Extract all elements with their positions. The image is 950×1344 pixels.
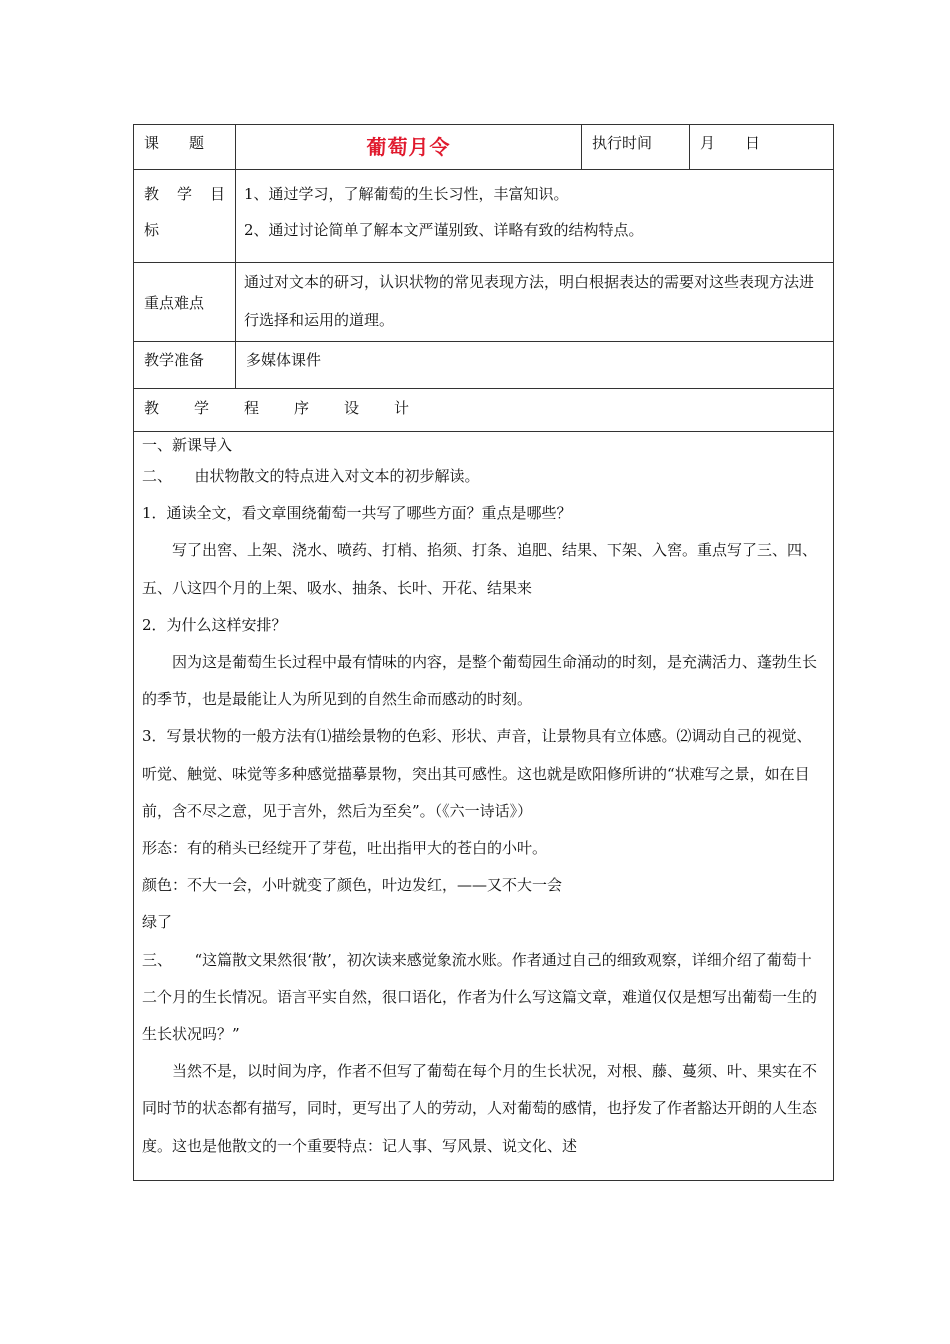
title-cell [236,125,582,170]
lesson-title: 葡萄月令 [366,135,451,159]
topic-label-cell [134,125,236,170]
exec-time-label-cell [582,125,690,170]
lesson-plan-table [133,124,834,1181]
body-paragraph: 绿了 [142,913,173,932]
body-paragraph: 1．通读全文，看文章围绕葡萄一共写了哪些方面？重点是哪些？ [142,504,572,523]
objectives-row [134,170,834,263]
lesson-plan-page [133,124,833,1181]
design-header: 教 学 程 序 设 计 [144,399,409,417]
body-paragraph: 3．写景状物的一般方法有⑴描绘景物的色彩、形状、声音，让景物具有立体感。⑵调动自己的视觉、听觉、触觉、味觉等多种感觉描摹景物，突出其可感性。这也就是欧阳修所讲的“状难写之景，如在目前，含不尽之意，见于言外，然后为至矣”。（《六一诗话》） [142,727,812,820]
key-points-label-cell [134,263,236,342]
key-points-text: 通过对文本的研习，认识状物的常见表现方法，明白根据表达的需要对这些表现方法进行选择和运用的道理。 [244,273,815,329]
design-header-row [134,389,834,432]
body-paragraph: 一、新课导入 [142,436,233,454]
date-cell [690,125,834,170]
body-paragraph: 三、 “这篇散文果然很‘散’，初次读来感觉象流水账。作者通过自己的细致观察，详细介绍了葡萄十二个月的生长情况。语言平实自然，很口语化，作者为什么写这篇文章，难道仅仅是想写出葡萄一生的生长状况吗？” [142,950,818,1044]
preparation-row [134,342,834,389]
objectives-label-cell [134,170,236,263]
body-paragraph: 二、 由状物散文的特点进入对文本的初步解读。 [142,467,480,485]
design-header-cell [134,389,834,432]
topic-label: 课 题 [144,134,205,152]
key-points-label: 重点难点 [144,293,205,312]
objectives-label-line1: 教 学 目 [144,185,225,203]
design-body-row [134,432,834,1181]
preparation-content-cell [236,342,834,389]
objectives-content-cell [236,170,834,263]
body-paragraph: 当然不是，以时间为序，作者不但写了葡萄在每个月的生长状况，对根、藤、蔓须、叶、果实在不同时节的状态都有描写，同时，更写出了人的劳动，人对葡萄的感情，也抒发了作者豁达开朗的人生态度。这也是他散文的一个重要特点：记人事、写风景、说文化、述 [142,1062,818,1155]
date-label: 月 日 [700,134,761,152]
objective-item: 2、通过讨论简单了解本文严谨别致、详略有致的结构特点。 [244,221,644,239]
design-body-cell [134,432,834,1181]
objectives-label-line2: 标 [144,221,160,239]
key-points-row [134,263,834,342]
body-paragraph: 因为这是葡萄生长过程中最有情味的内容，是整个葡萄园生命涌动的时刻，是充满活力、蓬勃生长的季节，也是最能让人为所见到的自然生命而感动的时刻。 [142,653,818,709]
exec-time-label: 执行时间 [592,134,653,152]
preparation-label-cell [134,342,236,389]
objective-item: 1、通过学习，了解葡萄的生长习性，丰富知识。 [244,185,569,203]
body-paragraph: 写了出窖、上架、浇水、喷药、打梢、掐须、打条、追肥、结果、下架、入窖。重点写了三、四、五、八这四个月的上架、吸水、抽条、长叶、开花、结果来 [142,541,818,597]
body-paragraph: 颜色：不大一会，小叶就变了颜色，叶边发红，——又不大一会 [142,876,563,895]
preparation-text: 多媒体课件 [246,351,322,369]
body-paragraph: 形态：有的稍头已经绽开了芽苞，吐出指甲大的苍白的小叶。 [142,839,548,858]
key-points-content-cell [236,263,834,342]
body-paragraph: 2．为什么这样安排？ [142,615,287,634]
header-row [134,125,834,170]
preparation-label: 教学准备 [144,351,205,369]
